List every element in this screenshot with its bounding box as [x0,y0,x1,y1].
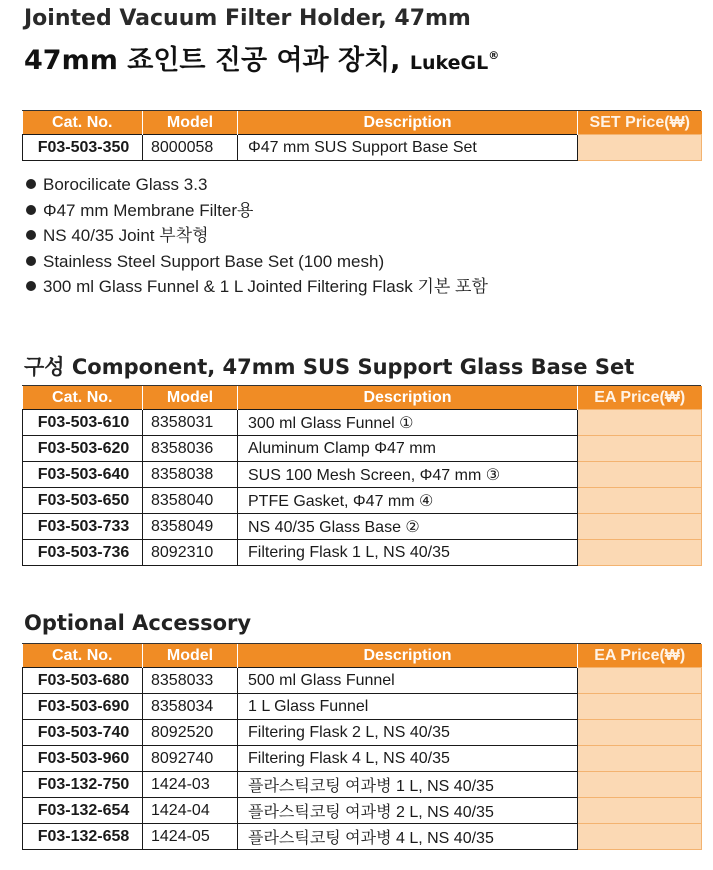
cat-no-cell: F03-132-658 [23,824,143,850]
feature-text: Borocilicate Glass 3.3 [43,175,208,194]
model-cell: 8000058 [143,135,238,161]
price-cell [578,410,702,436]
model-cell: 1424-05 [143,824,238,850]
table-row [23,410,702,436]
model-cell: 1424-03 [143,772,238,798]
cat-no-cell: F03-503-610 [23,410,143,436]
price-cell [578,462,702,488]
feature-text: NS 40/35 Joint 부착형 [43,226,209,246]
description-cell: NS 40/35 Glass Base ② [238,514,578,540]
feature-text: Φ47 mm Membrane Filter용 [43,200,254,220]
description-cell: 플라스틱코팅 여과병 4 L, NS 40/35 [238,824,578,850]
column-header-description: Description [238,111,578,135]
cat-no-cell: F03-503-350 [23,135,143,161]
description-cell: Filtering Flask 1 L, NS 40/35 [238,540,578,566]
price-cell [578,436,702,462]
description-cell: Filtering Flask 2 L, NS 40/35 [238,720,578,746]
model-cell: 8092740 [143,746,238,772]
set-price-table [22,111,702,161]
price-cell [578,772,702,798]
bullet-icon [26,256,36,266]
registered-mark: ® [488,49,500,62]
table-row [23,540,702,566]
model-cell: 8358036 [143,436,238,462]
cat-no-cell: F03-503-740 [23,720,143,746]
list-item [26,198,488,224]
description-cell: 플라스틱코팅 여과병 2 L, NS 40/35 [238,798,578,824]
column-header-ea-price: EA Price(₩) [578,644,702,668]
cat-no-cell: F03-503-640 [23,462,143,488]
page-title-korean [24,38,499,77]
column-header-cat-no: Cat. No. [23,386,143,410]
bullet-icon [26,281,36,291]
bullet-icon [26,205,36,215]
description-cell: Φ47 mm SUS Support Base Set [238,135,578,161]
brand-name: LukeGL [409,52,489,74]
component-section-title: 구성 Component, 47mm SUS Support Glass Base Set [24,355,635,379]
model-cell: 8092520 [143,720,238,746]
table-row [23,824,702,850]
accessory-section-title: Optional Accessory [24,611,252,635]
model-cell: 1424-04 [143,798,238,824]
feature-text: Stainless Steel Support Base Set (100 mesh) [43,251,385,271]
cat-no-cell: F03-503-620 [23,436,143,462]
table-row [23,135,702,161]
cat-no-cell: F03-132-654 [23,798,143,824]
table-row [23,694,702,720]
price-cell [578,720,702,746]
bullet-icon [26,179,36,189]
price-cell [578,135,702,161]
cat-no-cell: F03-132-750 [23,772,143,798]
title-korean-text: 47mm 죠인트 진공 여과 장치, [24,45,401,76]
cat-no-cell: F03-503-690 [23,694,143,720]
price-cell [578,488,702,514]
bullet-icon [26,230,36,240]
price-cell [578,798,702,824]
price-cell [578,668,702,694]
column-header-set-price: SET Price(₩) [578,111,702,135]
column-header-model: Model [143,386,238,410]
column-header-description: Description [238,386,578,410]
column-header-model: Model [143,111,238,135]
model-cell: 8358049 [143,514,238,540]
feature-list [26,172,488,300]
description-cell: Filtering Flask 4 L, NS 40/35 [238,746,578,772]
description-cell: Aluminum Clamp Φ47 mm [238,436,578,462]
component-table [22,386,702,566]
column-header-description: Description [238,644,578,668]
table-row [23,436,702,462]
cat-no-cell: F03-503-680 [23,668,143,694]
table-row [23,462,702,488]
model-cell: 8358033 [143,668,238,694]
list-item [26,172,488,198]
table-row [23,772,702,798]
column-header-ea-price: EA Price(₩) [578,386,702,410]
cat-no-cell: F03-503-960 [23,746,143,772]
price-cell [578,540,702,566]
description-cell: 500 ml Glass Funnel [238,668,578,694]
description-cell: SUS 100 Mesh Screen, Φ47 mm ③ [238,462,578,488]
column-header-cat-no: Cat. No. [23,644,143,668]
description-cell: 플라스틱코팅 여과병 1 L, NS 40/35 [238,772,578,798]
model-cell: 8358038 [143,462,238,488]
price-cell [578,514,702,540]
column-header-cat-no: Cat. No. [23,111,143,135]
cat-no-cell: F03-503-733 [23,514,143,540]
table-row [23,798,702,824]
model-cell: 8358031 [143,410,238,436]
page-title-english: Jointed Vacuum Filter Holder, 47mm [24,6,471,31]
model-cell: 8092310 [143,540,238,566]
list-item [26,274,488,300]
accessory-table [22,644,702,850]
table-row [23,514,702,540]
table-row [23,668,702,694]
description-cell: 300 ml Glass Funnel ① [238,410,578,436]
cat-no-cell: F03-503-736 [23,540,143,566]
table-row [23,488,702,514]
table-row [23,720,702,746]
column-header-model: Model [143,644,238,668]
description-cell: PTFE Gasket, Φ47 mm ④ [238,488,578,514]
cat-no-cell: F03-503-650 [23,488,143,514]
feature-text: 300 ml Glass Funnel & 1 L Jointed Filtering Flask 기본 포함 [43,277,488,297]
table-row [23,746,702,772]
list-item [26,223,488,249]
model-cell: 8358034 [143,694,238,720]
list-item [26,249,488,275]
model-cell: 8358040 [143,488,238,514]
price-cell [578,824,702,850]
price-cell [578,694,702,720]
price-cell [578,746,702,772]
description-cell: 1 L Glass Funnel [238,694,578,720]
